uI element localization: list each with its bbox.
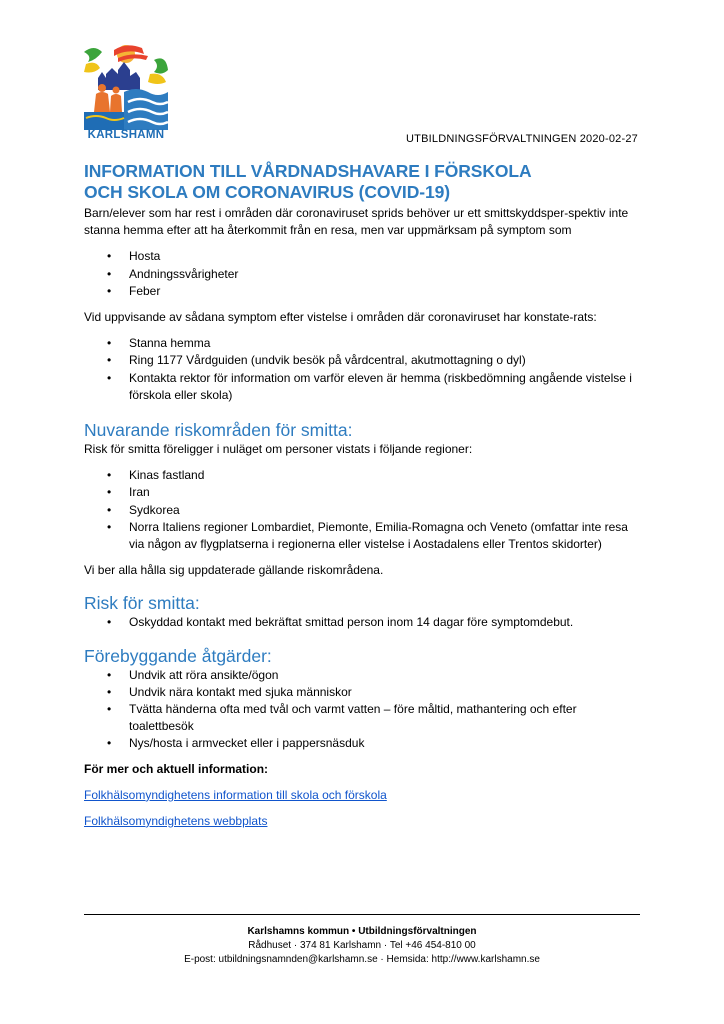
footer-divider: [84, 914, 640, 915]
more-info-label: För mer och aktuell information:: [84, 761, 269, 776]
symptoms-list: [84, 248, 640, 300]
list-item: • Tvätta händerna ofta med tvål och varmt vatten – före måltid, mathantering och efter toalettbesök: [84, 701, 640, 735]
list-item: • Ring 1177 Vårdguiden (undvik besök på vårdcentral, akutmottagning o dyl): [84, 352, 640, 369]
list-item: • Kontakta rektor för information om varför eleven är hemma (riskbedömning angående vistelse i förskola eller skola): [84, 370, 640, 404]
list-item: • Andningssvårigheter: [84, 266, 640, 283]
karlshamn-logo: [84, 42, 168, 146]
department-date: UTBILDNINGSFÖRVALTNINGEN 2020-02-27: [406, 133, 638, 145]
list-item: • Sydkorea: [84, 502, 640, 519]
title-line-1: INFORMATION TILL VÅRDNADSHAVARE I FÖRSKOLA: [84, 161, 532, 181]
list-item: • Undvik nära kontakt med sjuka människor: [84, 684, 640, 701]
list-item: • Hosta: [84, 248, 640, 265]
list-item: • Norra Italiens regioner Lombardiet, Piemonte, Emilia-Romagna och Veneto (omfattar inte resa via någon av flygplatserna i regionerna eller vistelse i Aostadalens eller Trentos skidorter): [84, 519, 640, 553]
list-item: • Kinas fastland: [84, 467, 640, 484]
risk-areas-heading: Nuvarande riskområden för smitta:: [84, 420, 353, 441]
list-item: • Nys/hosta i armvecket eller i pappersnäsduk: [84, 735, 640, 752]
school-info-link[interactable]: Folkhälsomyndighetens information till skola och förskola: [84, 787, 387, 802]
prevention-list: [84, 667, 640, 753]
risk-areas-intro: Risk för smitta föreligger i nuläget om personer vistats i följande regioner:: [84, 442, 473, 457]
list-item: • Undvik att röra ansikte/ögon: [84, 667, 640, 684]
footer: [84, 925, 640, 967]
list-item: • Stanna hemma: [84, 335, 640, 352]
page-title: [84, 161, 640, 203]
list-item: • Oskyddad kontakt med bekräftat smittad person inom 14 dagar före symptomdebut.: [84, 614, 640, 631]
footer-address: Rådhuset · 374 81 Karlshamn · Tel +46 454-810 00: [248, 940, 476, 951]
footer-organization: Karlshamns kommun • Utbildningsförvaltningen: [247, 926, 477, 937]
actions-list: [84, 335, 640, 404]
risk-areas-list: [84, 467, 640, 553]
agency-website-link[interactable]: Folkhälsomyndighetens webbplats: [84, 813, 268, 828]
prevention-heading: Förebyggande åtgärder:: [84, 645, 272, 666]
footer-contact: E-post: utbildningsnamnden@karlshamn.se · Hemsida: http://www.karlshamn.se: [184, 954, 540, 965]
coat-of-arms-icon: [84, 42, 168, 130]
intro-paragraph: Barn/elever som har rest i områden där coronaviruset sprids behöver ur ett smittskyddsper-spektiv inte stanna hemma efter att ha återkommit från en resa, men var uppmärksam på symptom som: [84, 206, 629, 238]
list-item: • Feber: [84, 283, 640, 300]
main-content: [84, 161, 640, 830]
risk-areas-note: Vi ber alla hålla sig uppdaterade gällande riskområdena.: [84, 563, 384, 578]
title-line-2: OCH SKOLA OM CORONAVIRUS (COVID-19): [84, 182, 450, 202]
risk-heading: Risk för smitta:: [84, 593, 200, 614]
symptom-intro-paragraph: Vid uppvisande av sådana symptom efter vistelse i områden där coronaviruset har konstate-rats:: [84, 310, 597, 325]
list-item: • Iran: [84, 484, 640, 501]
logo-wordmark: KARLSHAMN: [87, 129, 165, 141]
risk-list: [84, 614, 640, 631]
